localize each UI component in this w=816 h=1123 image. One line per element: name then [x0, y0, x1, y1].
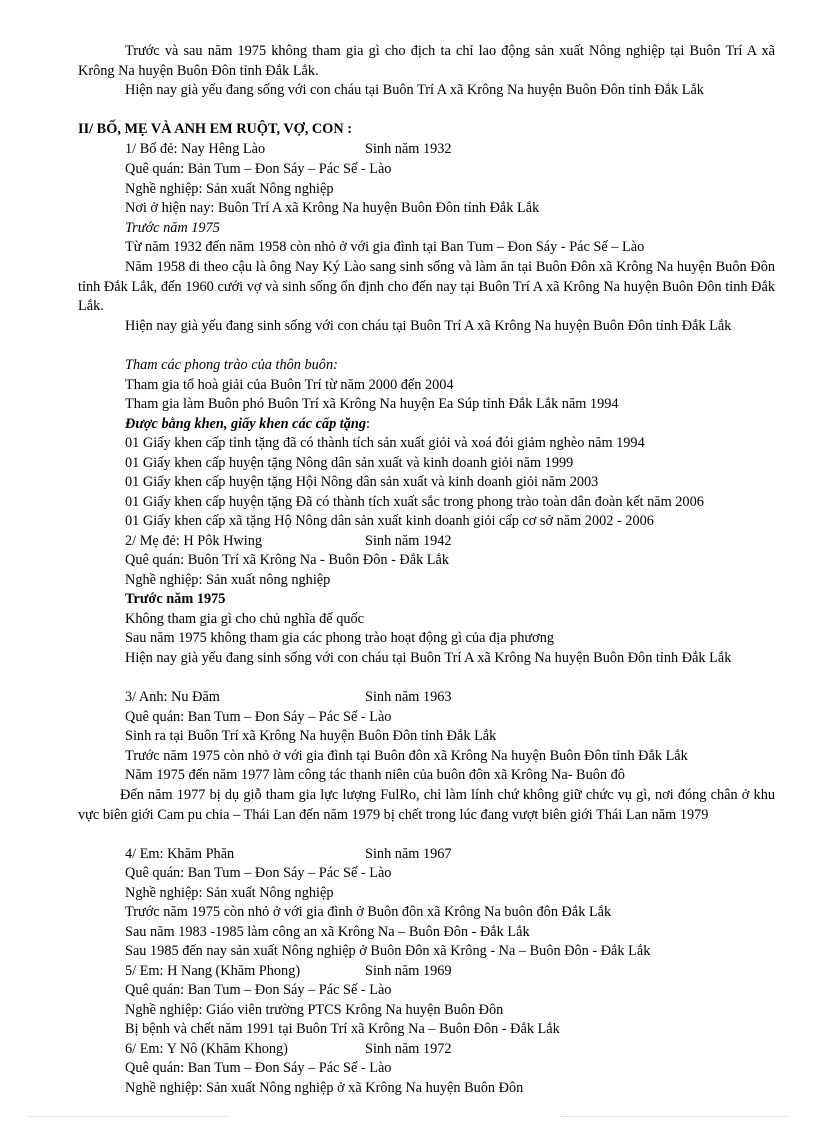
brother-line: Năm 1975 đến năm 1977 làm công tác thanh niên của buôn đôn xã Krông Na- Buôn đô — [125, 767, 625, 783]
sibling5-line: Bị bệnh và chết năm 1991 tại Buôn Trí xã Krông Na – Buôn Đôn - Đắk Lắk — [125, 1021, 560, 1037]
mother-name: 2/ Mẹ đẻ: H Pôk Hwing — [125, 533, 263, 549]
father-award-item: 01 Giấy khen cấp huyện tặng Đã có thành tích xuất sắc trong phong trào toàn dân đoàn kết năm 2006 — [125, 494, 704, 510]
father-name: 1/ Bố đẻ: Nay Hêng Lào — [125, 141, 266, 157]
father-paragraph-1958: Năm 1958 đi theo cậu là ông Nay Ký Lào sang sinh sống và làm ăn tại Buôn Đôn xã Krông Na huyện Buôn Đôn tỉnh Đắk Lắk, đến 1960 cưới vợ và sinh sống ổn định cho đến nay tại Buôn Trí A xã Krông Na huyện Buôn Đôn tỉnh Đắk Lắk. — [78, 259, 775, 315]
sibling6-birth: Sinh năm 1972 — [365, 1041, 452, 1057]
sibling4-line: Nghề nghiệp: Sản xuất Nông nghiệp — [125, 885, 334, 901]
brother-hometown: Quê quán: Ban Tum – Đon Sáy – Pác Sế - Lào — [125, 709, 392, 725]
sibling5-line: Nghề nghiệp: Giáo viên trường PTCS Krông Na huyện Buôn Đôn — [125, 1002, 504, 1018]
sibling4-line: Quê quán: Ban Tum – Đon Sáy – Pác Sế - Lào — [125, 865, 392, 881]
mother-birth: Sinh năm 1942 — [365, 533, 452, 549]
father-movements-heading: Tham các phong trào của thôn buôn: — [125, 357, 338, 373]
sibling6-line: Quê quán: Ban Tum – Đon Sáy – Pác Sế - Lào — [125, 1060, 392, 1076]
mother-line: Sau năm 1975 không tham gia các phong trào hoạt động gì của địa phương — [125, 630, 555, 646]
father-award-item: 01 Giấy khen cấp tỉnh tặng đã có thành tích sản xuất giỏi và xoá đói giảm nghèo năm 1994 — [125, 435, 645, 451]
brother-born-at: Sinh ra tại Buôn Trí xã Krông Na huyện Buôn Đôn tỉnh Đắk Lắk — [125, 728, 497, 744]
father-hometown: Quê quán: Bản Tum – Đon Sáy – Pác Sế - Lào — [125, 161, 392, 177]
sibling6-line: Nghề nghiệp: Sản xuất Nông nghiệp ở xã Krông Na huyện Buôn Đôn — [125, 1080, 524, 1096]
brother-paragraph-1977: Đến năm 1977 bị dụ giỗ tham gia lực lượng FulRo, chỉ làm lính chứ không giữ chức vụ gì, nơi đóng chân ở khu vực biên giới Cam pu chia – Thái Lan đến năm 1979 bị chết trong lúc đang vượt biên giới Thái Lan năm 1979 — [78, 787, 775, 823]
footer-divider-left — [28, 1116, 228, 1117]
father-birth: Sinh năm 1932 — [365, 141, 452, 157]
mother-line: Không tham gia gì cho chủ nghĩa đế quốc — [125, 611, 365, 627]
mother-paragraph-now: Hiện nay già yếu đang sinh sống với con cháu tại Buôn Trí A xã Krông Na huyện Buôn Đôn tỉnh Đắk Lắk — [125, 650, 732, 666]
sibling4-name: 4/ Em: Khăm Phăn — [125, 846, 235, 862]
brother-birth: Sinh năm 1963 — [365, 689, 452, 705]
father-movement-item: Tham gia làm Buôn phó Buôn Trí xã Krông Na huyện Ea Súp tỉnh Đắk Lắk năm 1994 — [125, 396, 619, 412]
sibling5-line: Quê quán: Ban Tum – Đon Sáy – Pác Sế - Lào — [125, 982, 392, 998]
sibling4-birth: Sinh năm 1967 — [365, 846, 452, 862]
father-award-item: 01 Giấy khen cấp xã tặng Hộ Nông dân sản xuất kinh doanh giỏi cấp cơ sở năm 2002 - 2006 — [125, 513, 654, 529]
sibling4-line: Trước năm 1975 còn nhỏ ở với gia đình ở Buôn đôn xã Krông Na buôn đôn Đắk Lắk — [125, 904, 612, 920]
father-award-item: 01 Giấy khen cấp huyện tặng Nông dân sản xuất và kinh doanh giỏi năm 1999 — [125, 455, 574, 471]
sibling5-birth: Sinh năm 1969 — [365, 963, 452, 979]
father-awards-heading: Được bằng khen, giấy khen các cấp tặng — [125, 416, 367, 432]
father-awards-heading-line — [125, 415, 370, 435]
sibling4-line: Sau 1985 đến nay sản xuất Nông nghiệp ở Buôn Đôn xã Krông - Na – Buôn Đôn - Đắk Lắk — [125, 943, 651, 959]
sibling5-name: 5/ Em: H Nang (Khăm Phong) — [125, 963, 301, 979]
father-before-1975-heading: Trước năm 1975 — [125, 220, 220, 236]
sibling4-line: Sau năm 1983 -1985 làm công an xã Krông Na – Buôn Đôn - Đắk Lắk — [125, 924, 530, 940]
father-paragraph-1932: Từ năm 1932 đến năm 1958 còn nhỏ ở với gia đình tại Ban Tum – Đon Sáy - Pác Sế – Lào — [125, 239, 645, 255]
brother-line: Trước năm 1975 còn nhỏ ở với gia đình tại Buôn đôn xã Krông Na huyện Buôn Đôn tỉnh Đắk Lắk — [125, 748, 688, 764]
section-heading: II/ BỐ, MẸ VÀ ANH EM RUỘT, VỢ, CON : — [78, 121, 353, 137]
sibling6-name: 6/ Em: Y Nô (Khăm Khong) — [125, 1041, 288, 1057]
intro-paragraph-1: Trước và sau năm 1975 không tham gia gì cho địch ta chỉ lao động sản xuất Nông nghiệp tại Buôn Trí A xã Krông Na huyện Buôn Đôn tỉnh Đắk Lắk. — [78, 43, 775, 79]
mother-before-1975-heading: Trước năm 1975 — [125, 591, 226, 607]
father-residence: Nơi ở hiện nay: Buôn Trí A xã Krông Na huyện Buôn Đôn tỉnh Đắk Lắk — [125, 200, 540, 216]
mother-occupation: Nghề nghiệp: Sản xuất nông nghiệp — [125, 572, 331, 588]
father-movement-item: Tham gia tổ hoà giải của Buôn Trí từ năm 2000 đến 2004 — [125, 377, 454, 393]
brother-name: 3/ Anh: Nu Đăm — [125, 689, 220, 705]
father-paragraph-now: Hiện nay già yếu đang sinh sống với con cháu tại Buôn Trí A xã Krông Na huyện Buôn Đôn tỉnh Đắk Lắk — [125, 318, 732, 334]
footer-divider-right — [560, 1116, 788, 1117]
father-awards-colon: : — [366, 416, 370, 432]
intro-paragraph-2: Hiện nay già yếu đang sống với con cháu tại Buôn Trí A xã Krông Na huyện Buôn Đôn tỉnh Đắk Lắk — [125, 82, 704, 98]
father-occupation: Nghề nghiệp: Sản xuất Nông nghiệp — [125, 181, 334, 197]
father-award-item: 01 Giấy khen cấp huyện tặng Hội Nông dân sản xuất và kinh doanh giỏi năm 2003 — [125, 474, 599, 490]
mother-hometown: Quê quán: Buôn Trí xã Krông Na - Buôn Đôn - Đắk Lắk — [125, 552, 450, 568]
